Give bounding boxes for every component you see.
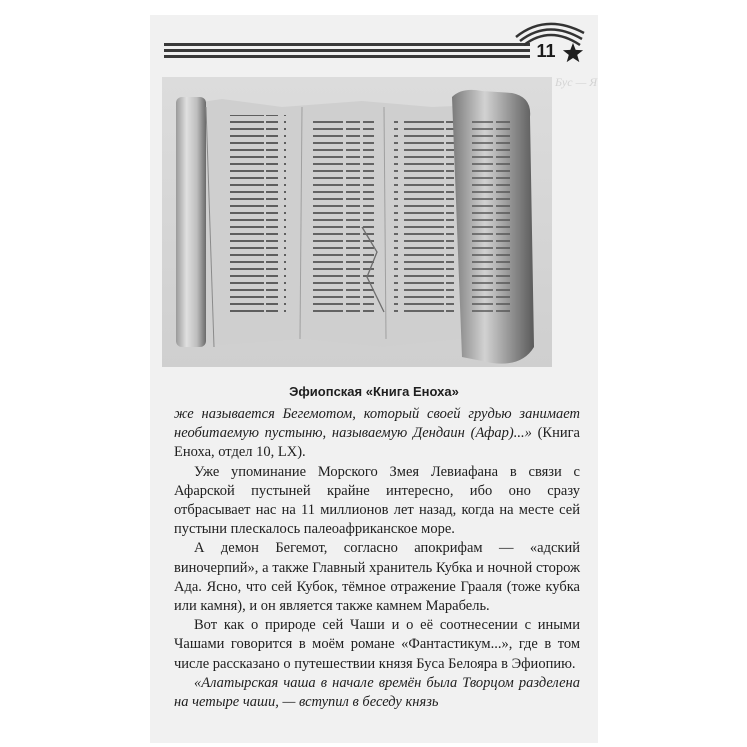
paragraph: А демон Бегемот, согласно апокрифам — «адский виночерпий», а также Главный хранитель Кубка и ночной сторож Ада. Ясно, что сей Кубок, тёмное отражение Грааля (тоже кубка или камня), и он является также камнем Марабель. xyxy=(174,540,580,615)
page-number: 11 xyxy=(536,41,556,61)
body-text xyxy=(174,405,580,712)
star-icon xyxy=(562,42,584,64)
figure-caption: Эфиопская «Книга Еноха» xyxy=(289,384,459,399)
book-page xyxy=(150,15,598,743)
header-rule xyxy=(164,43,530,46)
header-rule xyxy=(164,49,530,52)
paragraph-italic-quote: «Алатырская чаша в начале времён была Творцом разделена на четыре чаши, — вступил в беседу князь xyxy=(174,674,580,711)
quote-italic: же называется Бегемотом, который своей грудью занимает необитаемую пустыню, называемую Дендаин (Афар)...» xyxy=(174,406,580,442)
bleed-through-text: Бус — Я xyxy=(555,75,598,89)
header-rule xyxy=(164,55,530,58)
citation: (Книга Еноха, отдел 10, LX). xyxy=(174,425,580,461)
paragraph: Вот как о природе сей Чаши и о её соотнесении с иными Чашами говорится в моём романе «Фантастикум...», где в том числе рассказано о путешествии князя Буса Белояра в Эфиопию. xyxy=(174,617,580,672)
paragraph: Уже упоминание Морского Змея Левиафана в связи с Афарской пустыней крайне интересно, ибо оно сразу отбрасывает нас на 11 миллионов лет назад, когда на месте сей пустыни плескалось палеоафриканское море. xyxy=(174,463,580,538)
paragraph xyxy=(174,405,580,463)
header-rules xyxy=(164,43,530,61)
ethiopian-scroll-photo xyxy=(162,77,552,367)
